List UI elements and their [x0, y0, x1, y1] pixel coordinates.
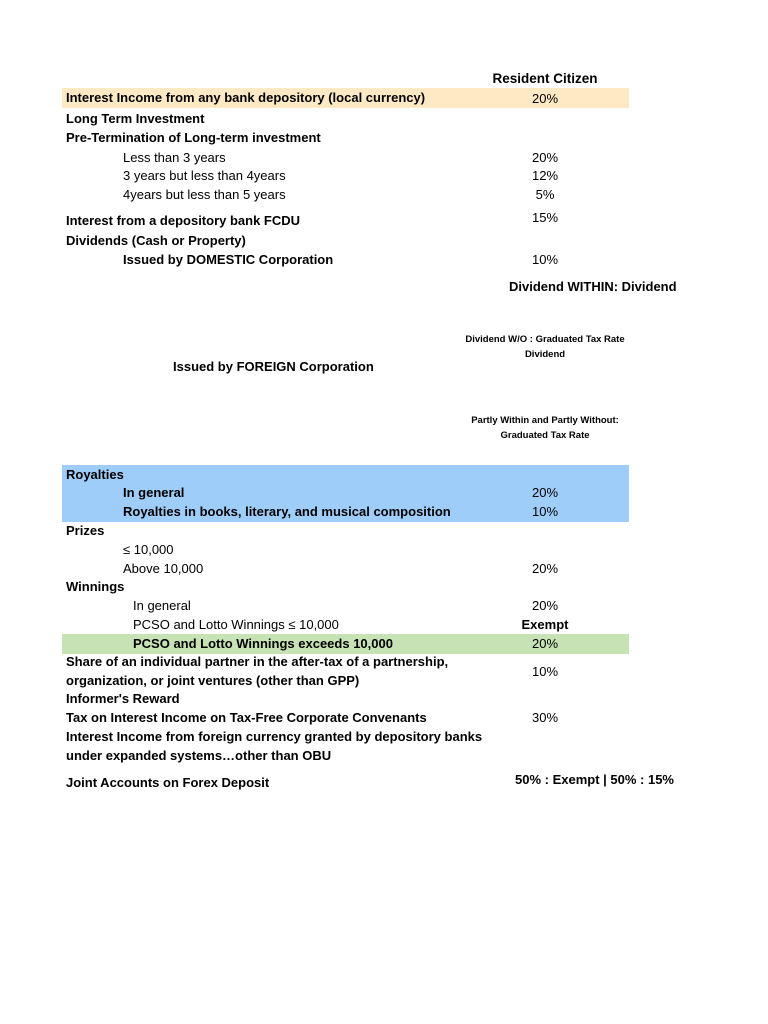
row-label-3-to-4-years: 3 years but less than 4years	[123, 168, 286, 183]
dividend-without-line1: Dividend W/O : Graduated Tax Rate	[465, 334, 625, 345]
row-value-3-to-4-years: 12%	[531, 168, 559, 183]
row-label-prizes: Prizes	[66, 523, 105, 538]
row-label-tax-free-covenants: Tax on Interest Income on Tax-Free Corporate Convenants	[66, 710, 427, 725]
row-label-royalties-general: In general	[123, 485, 185, 500]
column-header-resident-citizen: Resident Citizen	[492, 71, 598, 86]
row-label-dividends: Dividends (Cash or Property)	[66, 233, 246, 248]
row-label-foreign-currency-line1: Interest Income from foreign currency granted by depository banks	[66, 729, 483, 744]
row-label-winnings-general: In general	[133, 598, 191, 613]
row-label-4-to-5-years: 4years but less than 5 years	[123, 187, 286, 202]
row-value-less-3-years: 20%	[531, 150, 559, 165]
row-label-long-term: Long Term Investment	[66, 111, 205, 126]
row-label-partner-share-line2: organization, or joint ventures (other than GPP)	[66, 673, 360, 688]
dividend-within-cell	[509, 278, 677, 296]
row-label-foreign-currency-line2: under expanded systems…other than OBU	[66, 748, 332, 763]
row-label-pcso-exceeds-10000: PCSO and Lotto Winnings exceeds 10,000	[133, 636, 393, 651]
row-label-prize-le-10000: ≤ 10,000	[123, 542, 174, 557]
row-label-interest-bank: Interest Income from any bank depository (local currency)	[66, 90, 426, 105]
row-label-pre-termination: Pre-Termination of Long-term investment	[66, 130, 321, 145]
row-label-winnings: Winnings	[66, 579, 125, 594]
row-value-domestic-corporation: 10%	[531, 252, 559, 267]
row-value-joint-accounts: 50% : Exempt | 50% : 15%	[515, 772, 674, 787]
row-value-tax-free-covenants: 30%	[531, 710, 559, 725]
row-label-less-3-years: Less than 3 years	[123, 150, 226, 165]
row-value-pcso-le-10000: Exempt	[521, 617, 569, 632]
row-value-partner-share: 10%	[531, 664, 559, 679]
row-value-fcdu: 15%	[531, 210, 559, 225]
row-label-partner-share-line1: Share of an individual partner in the after-tax of a partnership,	[66, 654, 449, 669]
row-label-fcdu: Interest from a depository bank FCDU	[66, 213, 301, 228]
partly-within-line2: Graduated Tax Rate	[500, 430, 590, 441]
row-value-winnings-general: 20%	[531, 598, 559, 613]
row-label-pcso-le-10000: PCSO and Lotto Winnings ≤ 10,000	[133, 617, 339, 632]
dividend-without-line2: Dividend	[524, 349, 566, 360]
joint-accounts-cell	[515, 771, 674, 789]
row-value-4-to-5-years: 5%	[535, 187, 555, 202]
row-value-pcso-exceeds-10000: 20%	[531, 636, 559, 651]
partly-within-line1: Partly Within and Partly Without:	[471, 415, 619, 426]
row-label-joint-accounts: Joint Accounts on Forex Deposit	[66, 775, 270, 790]
row-value-royalties-books: 10%	[531, 504, 559, 519]
row-value-interest-bank: 20%	[531, 91, 559, 106]
dividend-within-text: Dividend WITHIN: Dividend	[509, 279, 677, 294]
row-value-royalties-general: 20%	[531, 485, 559, 500]
row-label-foreign-corporation: Issued by FOREIGN Corporation	[173, 359, 374, 374]
row-label-prize-above-10000: Above 10,000	[123, 561, 204, 576]
row-value-prize-above-10000: 20%	[531, 561, 559, 576]
row-label-royalties-books: Royalties in books, literary, and musical composition	[123, 504, 451, 519]
row-label-informer-reward: Informer's Reward	[66, 691, 180, 706]
row-label-domestic-corporation: Issued by DOMESTIC Corporation	[123, 252, 334, 267]
row-label-royalties: Royalties	[66, 467, 124, 482]
